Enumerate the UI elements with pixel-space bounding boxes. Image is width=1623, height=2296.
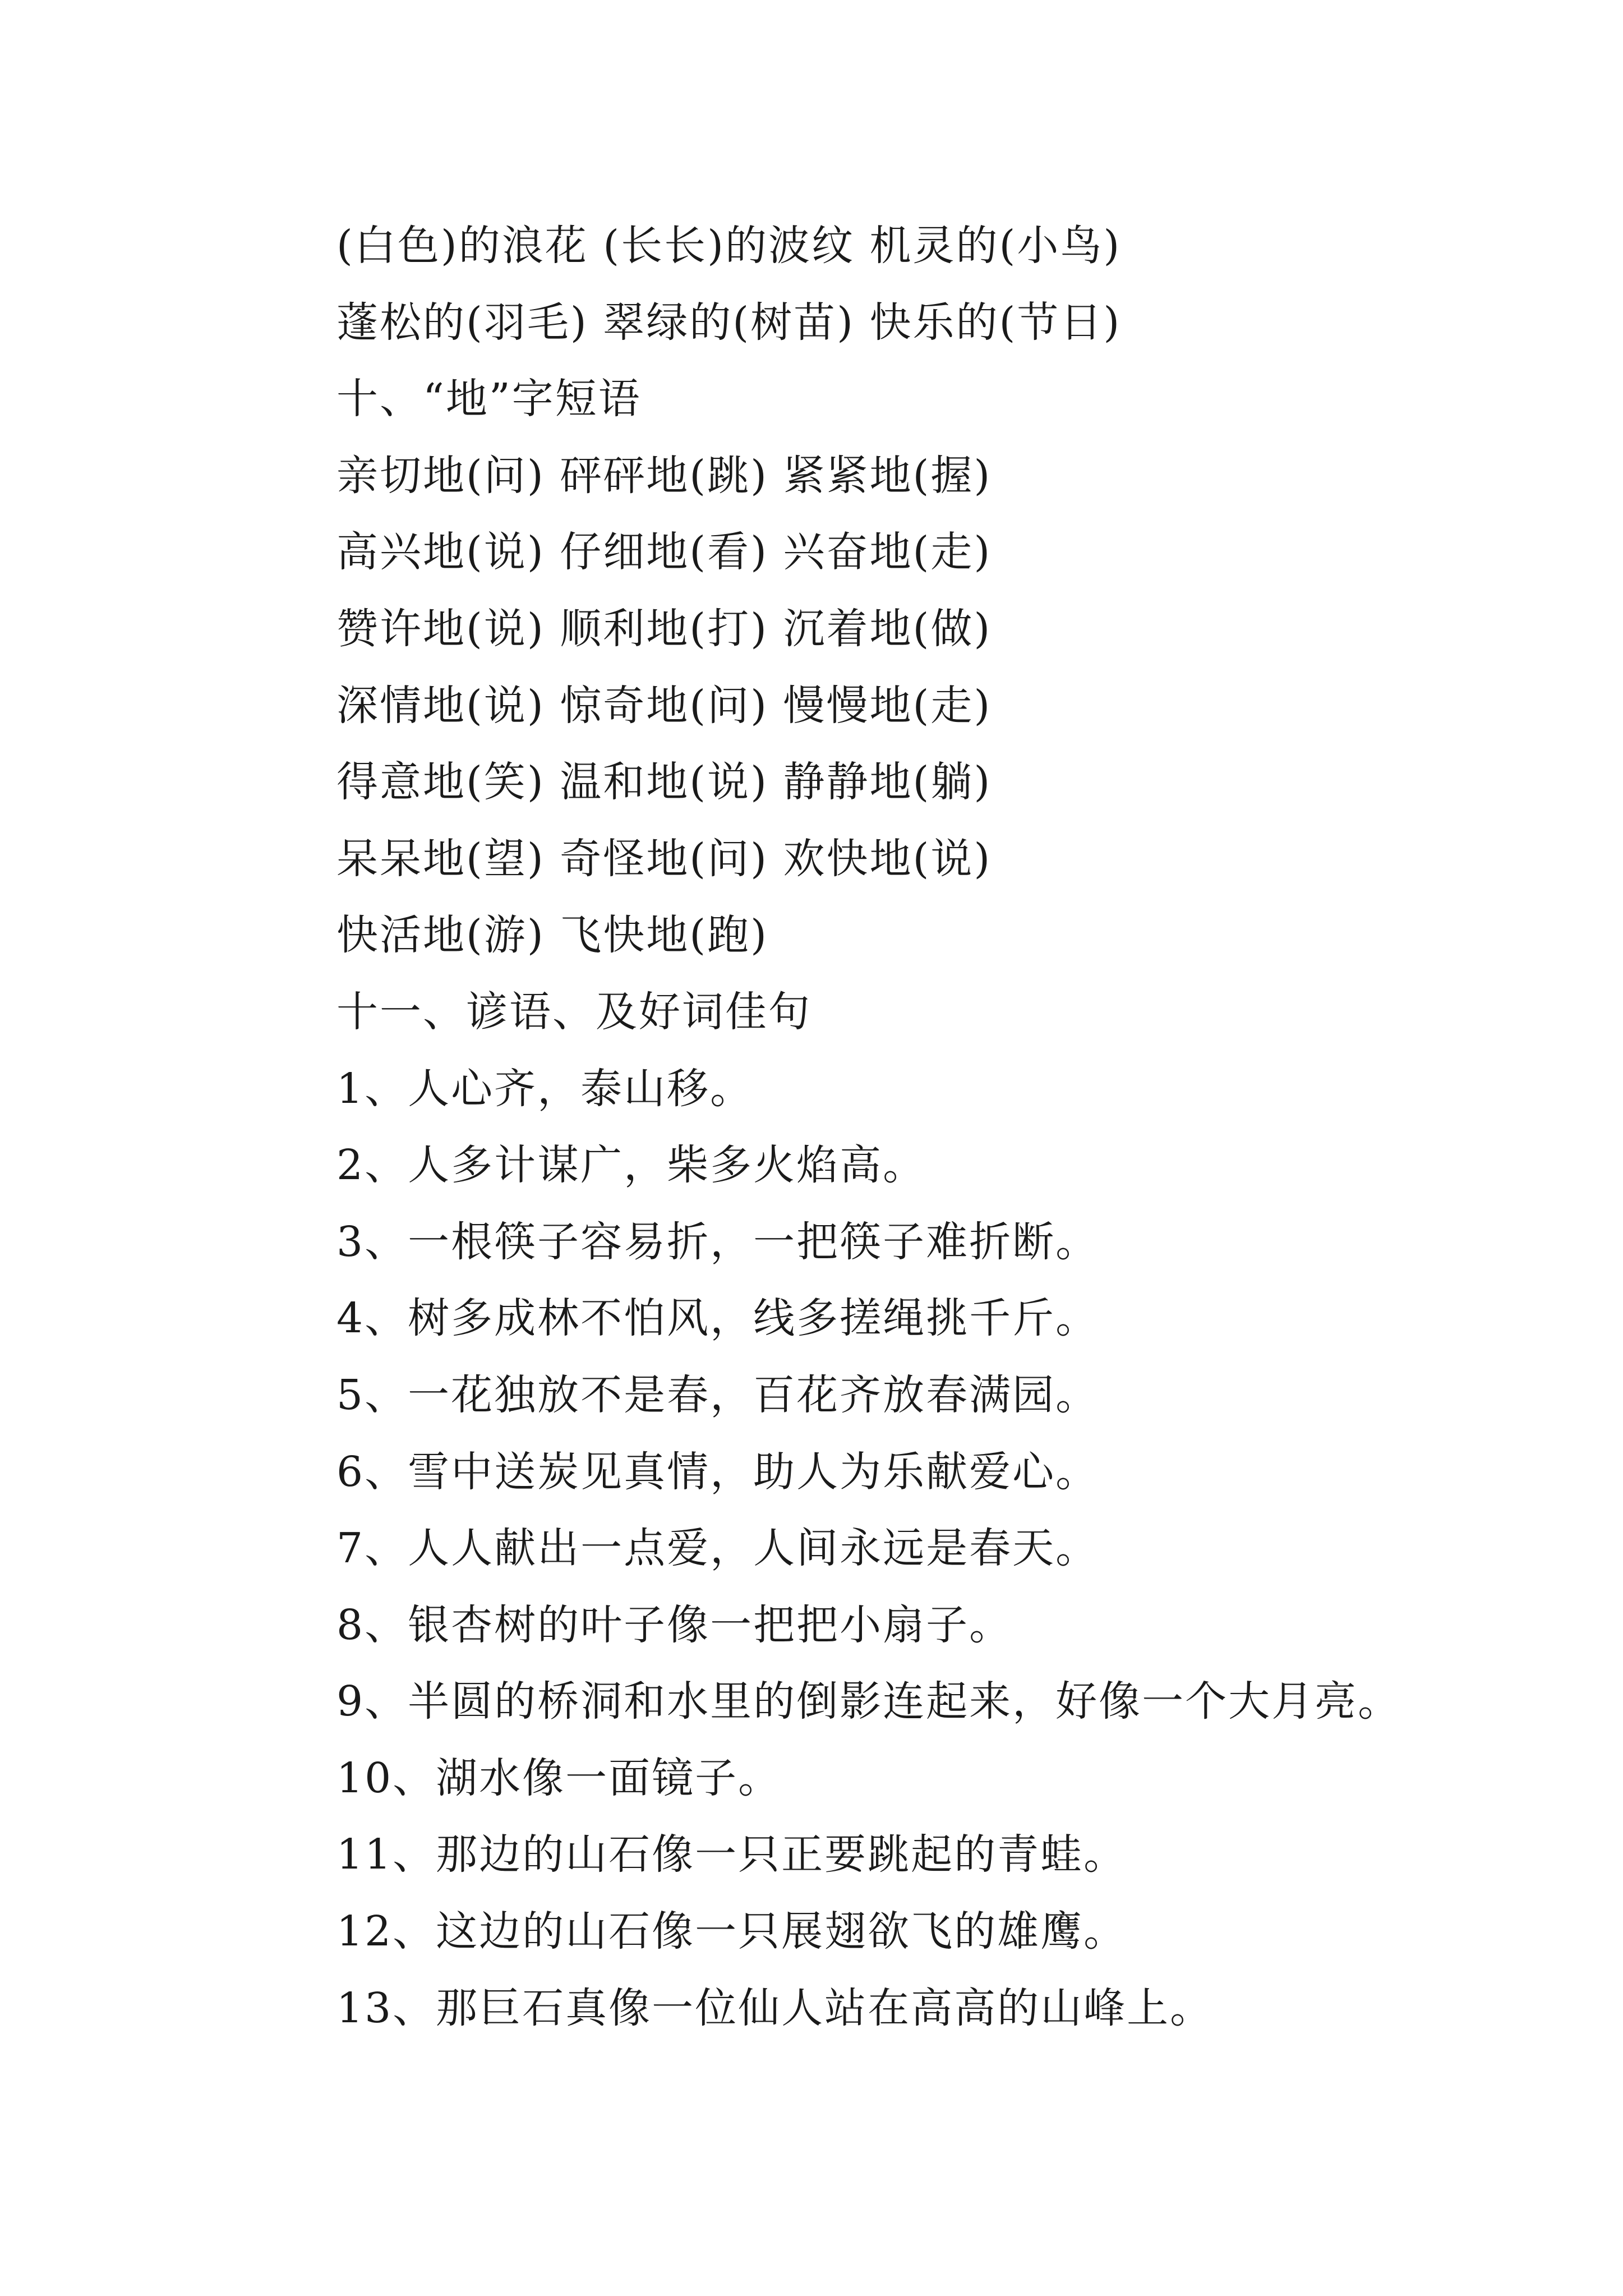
list-item: 3、一根筷子容易折，一把筷子难折断。 bbox=[336, 1217, 1099, 1266]
text-line: 亲切地(问) 砰砰地(跳) 紧紧地(握) bbox=[336, 451, 992, 500]
list-item: 13、那巨石真像一位仙人站在高高的山峰上。 bbox=[336, 1984, 1214, 2032]
text-line: 高兴地(说) 仔细地(看) 兴奋地(走) bbox=[336, 528, 992, 577]
list-item: 7、人人献出一点爱，人间永远是春天。 bbox=[336, 1524, 1099, 1573]
text-line: 赞许地(说) 顺利地(打) 沉着地(做) bbox=[336, 604, 992, 653]
text-line: 快活地(游) 飞快地(跑) bbox=[336, 911, 769, 960]
text-line: 呆呆地(望) 奇怪地(问) 欢快地(说) bbox=[336, 834, 992, 883]
list-item: 9、半圆的桥洞和水里的倒影连起来，好像一个大月亮。 bbox=[336, 1677, 1401, 1726]
list-item: 11、那边的山石像一只正要跳起的青蛙。 bbox=[336, 1830, 1127, 1879]
list-item: 2、人多计谋广，柴多火焰高。 bbox=[336, 1141, 926, 1190]
list-item: 8、银杏树的叶子像一把把小扇子。 bbox=[336, 1600, 1013, 1649]
list-item: 1、人心齐，泰山移。 bbox=[336, 1064, 754, 1113]
list-item: 5、一花独放不是春，百花齐放春满园。 bbox=[336, 1370, 1099, 1419]
section-heading: 十、“地”字短语 bbox=[336, 375, 642, 424]
list-item: 10、湖水像一面镜子。 bbox=[336, 1754, 782, 1802]
text-line: 蓬松的(羽毛) 翠绿的(树苗) 快乐的(节日) bbox=[336, 298, 1122, 347]
text-line: 深情地(说) 惊奇地(问) 慢慢地(走) bbox=[336, 681, 992, 730]
text-lines bbox=[336, 208, 1570, 2046]
list-item: 4、树多成林不怕风，线多搓绳挑千斤。 bbox=[336, 1294, 1099, 1343]
section-heading: 十一、谚语、及好词佳句 bbox=[336, 987, 811, 1036]
text-line: 得意地(笑) 温和地(说) 静静地(躺) bbox=[336, 758, 992, 807]
list-item: 12、这边的山石像一只展翅欲飞的雄鹰。 bbox=[336, 1907, 1127, 1956]
text-line: (白色)的浪花 (长长)的波纹 机灵的(小鸟) bbox=[336, 222, 1122, 270]
list-item: 6、雪中送炭见真情，助人为乐献爱心。 bbox=[336, 1447, 1099, 1496]
